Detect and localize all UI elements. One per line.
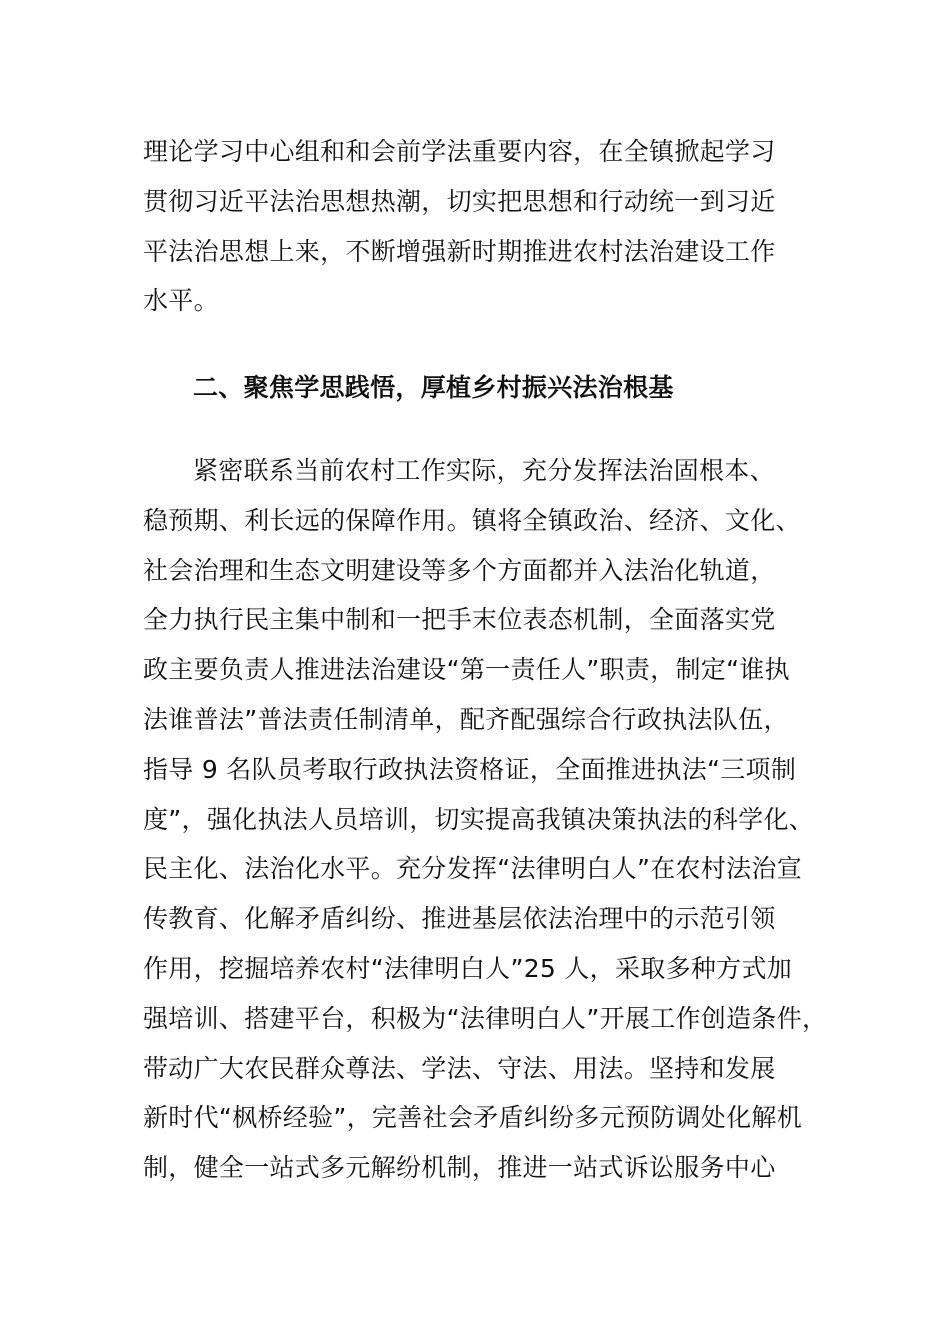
section-heading: 二、聚焦学思践悟，厚植乡村振兴法治根基	[193, 373, 674, 402]
paragraph-line: 传教育、化解矛盾纠纷、推进基层依法治理中的示范引领	[143, 904, 776, 934]
paragraph-line: 指导 9 名队员考取行政执法资格证，全面推进执法“三项制	[143, 754, 797, 784]
paragraph-line: 新时代“枫桥经验”，完善社会矛盾纠纷多元预防调处化解机	[143, 1103, 803, 1133]
paragraph-line: 作用，挖掘培养农村“法律明白人”25 人，采取多种方式加	[143, 953, 793, 983]
paragraph-line: 水平。	[143, 286, 219, 316]
paragraph-line: 带动广大农民群众尊法、学法、守法、用法。坚持和发展	[143, 1053, 776, 1083]
paragraph-line: 平法治思想上来，不断增强新时期推进农村法治建设工作	[143, 236, 776, 266]
paragraph-line: 度”，强化执法人员培训，切实提高我镇决策执法的科学化、	[143, 804, 815, 834]
paragraph-line: 民主化、法治化水平。充分发挥“法律明白人”在农村法治宣	[143, 854, 803, 884]
paragraph-2	[143, 446, 833, 1193]
paragraph-line: 全力执行民主集中制和一把手末位表态机制，全面落实党	[143, 605, 776, 635]
paragraph-line: 社会治理和生态文明建设等多个方面都并入法治化轨道，	[143, 555, 776, 585]
paragraph-line: 强培训、搭建平台，积极为“法律明白人”开展工作创造条件，	[143, 1003, 828, 1033]
paragraph-line: 制，健全一站式多元解纷机制，推进一站式诉讼服务中心	[143, 1153, 776, 1183]
paragraph-1	[143, 127, 833, 326]
paragraph-line: 贯彻习近平法治思想热潮，切实把思想和行动统一到习近	[143, 186, 776, 216]
paragraph-line: 紧密联系当前农村工作实际，充分发挥法治固根本、	[193, 456, 775, 485]
paragraph-line: 法谁普法”普法责任制清单，配齐配强综合行政执法队伍，	[143, 704, 789, 734]
paragraph-line: 政主要负责人推进法治建设“第一责任人”职责，制定“谁执	[143, 655, 790, 685]
paragraph-line: 理论学习中心组和和会前学法重要内容，在全镇掀起学习	[143, 137, 776, 166]
paragraph-line: 稳预期、利长远的保障作用。镇将全镇政治、经济、文化、	[143, 505, 801, 535]
